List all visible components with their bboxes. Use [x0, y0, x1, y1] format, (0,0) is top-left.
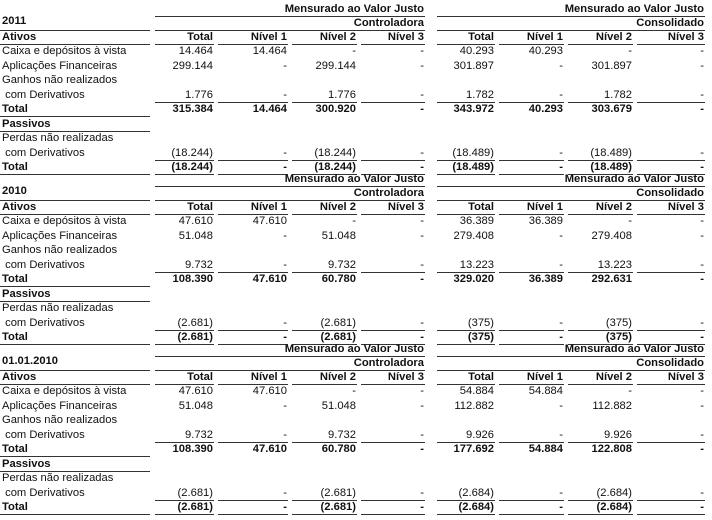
table-cell: - — [283, 501, 287, 513]
group-title-consolidado: Mensurado ao Valor Justo — [564, 343, 704, 355]
cell-underline — [361, 500, 425, 501]
group-title-controladora: Mensurado ao Valor Justo — [284, 343, 424, 355]
table-cell: - — [283, 331, 287, 343]
table-cell: - — [700, 428, 704, 441]
table-cell: (2.681) — [320, 501, 356, 513]
cell-underline — [361, 330, 425, 331]
table-cell: - — [352, 45, 356, 57]
row-label: Caixa e depósitos à vista — [2, 215, 127, 227]
column-header: Nível 2 — [595, 31, 632, 43]
cell-underline — [637, 514, 705, 515]
table-cell: - — [420, 258, 424, 271]
table-cell: - — [700, 45, 704, 57]
row-label: Total — [2, 161, 28, 173]
table-cell: (18.244) — [314, 161, 356, 173]
row-label: Ganhos não realizados — [2, 414, 118, 426]
table-cell: (18.489) — [452, 146, 494, 159]
table-cell: 54.884 — [528, 385, 563, 397]
column-header: Nível 2 — [319, 31, 356, 43]
table-cell: - — [420, 331, 424, 343]
table-cell: - — [283, 88, 287, 101]
column-header: Nível 3 — [387, 201, 424, 213]
table-cell: 303.679 — [591, 103, 632, 115]
row-label: Passivos — [2, 117, 51, 130]
section-year: 2010 — [2, 185, 27, 197]
section-year: 2011 — [2, 15, 27, 27]
table-cell: - — [700, 273, 704, 285]
table-cell: (2.684) — [458, 501, 494, 513]
table-cell: (375) — [467, 331, 494, 343]
table-cell: - — [420, 501, 424, 513]
row-label: Aplicações Financeiras — [2, 59, 118, 72]
table-cell: - — [283, 146, 287, 159]
table-cell: - — [700, 88, 704, 101]
cell-underline — [437, 514, 495, 515]
table-cell: - — [352, 385, 356, 397]
row-label: Ganhos não realizados — [2, 244, 118, 256]
table-cell: 60.780 — [321, 273, 356, 285]
row-label: Passivos — [2, 287, 51, 300]
table-cell: 40.293 — [528, 45, 563, 57]
column-header: Nível 3 — [667, 31, 704, 43]
table-cell: - — [700, 316, 704, 329]
table-cell: 54.884 — [459, 385, 494, 397]
table-cell: 108.390 — [172, 443, 213, 455]
table-cell: (2.681) — [177, 501, 213, 513]
table-cell: - — [700, 258, 704, 271]
header-rule — [292, 44, 357, 45]
table-cell: - — [420, 385, 424, 397]
cell-underline — [218, 500, 288, 501]
fair-value-section — [0, 0, 712, 173]
table-cell: 1.776 — [185, 88, 213, 101]
table-cell: - — [559, 258, 563, 271]
table-cell: (2.684) — [596, 501, 632, 513]
ativos-label: Ativos — [2, 201, 37, 213]
table-cell: 9.732 — [185, 428, 213, 441]
table-cell: - — [700, 443, 704, 455]
table-cell: (2.681) — [320, 316, 356, 329]
table-cell: (375) — [605, 316, 632, 329]
column-header: Total — [187, 201, 213, 213]
column-header: Nível 1 — [526, 201, 563, 213]
table-cell: 329.020 — [453, 273, 494, 285]
table-cell: (375) — [605, 331, 632, 343]
table-cell: - — [700, 59, 704, 72]
row-label: Total — [2, 103, 28, 115]
table-cell: 51.048 — [321, 229, 356, 242]
table-cell: - — [420, 215, 424, 227]
column-header: Nível 1 — [250, 371, 287, 383]
table-cell: 51.048 — [321, 399, 356, 412]
table-cell: - — [283, 161, 287, 173]
table-cell: 60.780 — [321, 443, 356, 455]
table-cell: 13.223 — [459, 258, 494, 271]
group-title-consolidado: Mensurado ao Valor Justo — [564, 3, 704, 15]
column-header: Nível 2 — [595, 371, 632, 383]
table-cell: - — [559, 316, 563, 329]
table-cell: - — [420, 273, 424, 285]
table-cell: - — [559, 59, 563, 72]
table-cell: 36.389 — [528, 215, 563, 227]
table-cell: 14.464 — [252, 45, 287, 57]
table-cell: - — [283, 316, 287, 329]
header-rule — [568, 384, 633, 385]
table-cell: 47.610 — [252, 215, 287, 227]
table-cell: 9.732 — [328, 258, 356, 271]
table-cell: - — [283, 428, 287, 441]
cell-underline — [499, 160, 564, 161]
header-rule — [361, 44, 425, 45]
column-header: Nível 3 — [387, 371, 424, 383]
table-cell: - — [700, 486, 704, 499]
row-label: Aplicações Financeiras — [2, 399, 118, 412]
cell-underline — [361, 514, 425, 515]
table-cell: 47.610 — [178, 385, 213, 397]
row-label: com Derivativos — [2, 258, 85, 271]
table-cell: (18.244) — [171, 146, 213, 159]
table-cell: 299.144 — [315, 59, 356, 72]
cell-underline — [218, 514, 288, 515]
section-year: 01.01.2010 — [2, 355, 58, 367]
cell-underline — [637, 102, 705, 103]
column-header: Total — [468, 201, 494, 213]
table-cell: - — [628, 215, 632, 227]
column-header: Nível 3 — [667, 201, 704, 213]
table-cell: (18.489) — [590, 146, 632, 159]
table-cell: - — [420, 443, 424, 455]
row-label: com Derivativos — [2, 146, 85, 159]
table-cell: - — [700, 161, 704, 173]
header-rule — [637, 384, 705, 385]
cell-underline — [568, 514, 633, 515]
row-label: Perdas não realizadas — [2, 472, 114, 484]
table-cell: 9.926 — [604, 428, 632, 441]
column-header: Nível 1 — [526, 371, 563, 383]
column-header: Nível 1 — [250, 201, 287, 213]
table-cell: - — [420, 428, 424, 441]
cell-underline — [637, 442, 705, 443]
table-cell: (375) — [467, 316, 494, 329]
cell-underline — [637, 330, 705, 331]
entity-controladora: Controladora — [353, 187, 424, 199]
row-label: Caixa e depósitos à vista — [2, 45, 127, 57]
header-rule — [361, 384, 425, 385]
row-label: Ganhos não realizados — [2, 74, 118, 86]
table-cell: - — [700, 399, 704, 412]
table-cell: - — [700, 146, 704, 159]
table-cell: 1.782 — [604, 88, 632, 101]
row-label: Perdas não realizadas — [2, 302, 114, 314]
cell-underline — [637, 272, 705, 273]
table-cell: - — [420, 161, 424, 173]
table-cell: (18.244) — [314, 146, 356, 159]
column-header: Nível 2 — [319, 201, 356, 213]
table-cell: 14.464 — [178, 45, 213, 57]
column-header: Total — [187, 371, 213, 383]
table-cell: - — [628, 45, 632, 57]
header-rule — [568, 214, 633, 215]
cell-underline — [361, 272, 425, 273]
table-cell: 9.732 — [185, 258, 213, 271]
table-cell: - — [283, 258, 287, 271]
table-cell: 51.048 — [178, 399, 213, 412]
table-cell: 300.920 — [315, 103, 356, 115]
column-header: Nível 2 — [595, 201, 632, 213]
table-cell: 54.884 — [528, 443, 563, 455]
column-header: Total — [468, 371, 494, 383]
table-cell: - — [628, 385, 632, 397]
row-label: Total — [2, 331, 28, 343]
column-header: Nível 1 — [250, 31, 287, 43]
column-header: Nível 2 — [319, 371, 356, 383]
table-cell: - — [700, 501, 704, 513]
table-cell: - — [420, 59, 424, 72]
cell-underline — [361, 442, 425, 443]
table-cell: - — [420, 45, 424, 57]
table-cell: - — [283, 486, 287, 499]
table-cell: - — [559, 399, 563, 412]
row-label: Aplicações Financeiras — [2, 229, 118, 242]
table-cell: - — [420, 229, 424, 242]
row-label: com Derivativos — [2, 428, 85, 441]
entity-controladora: Controladora — [353, 357, 424, 369]
table-cell: - — [700, 385, 704, 397]
table-cell: 9.732 — [328, 428, 356, 441]
table-cell: 112.882 — [454, 399, 494, 412]
cell-underline — [361, 102, 425, 103]
table-cell: 47.610 — [178, 215, 213, 227]
table-cell: (18.244) — [171, 161, 213, 173]
table-cell: - — [283, 399, 287, 412]
column-header: Total — [187, 31, 213, 43]
entity-controladora: Controladora — [353, 17, 424, 29]
row-label: Passivos — [2, 457, 51, 470]
table-cell: 51.048 — [178, 229, 213, 242]
table-cell: - — [559, 229, 563, 242]
table-cell: (18.489) — [590, 161, 632, 173]
column-header: Nível 3 — [387, 31, 424, 43]
cell-underline — [499, 500, 564, 501]
table-cell: (18.489) — [452, 161, 494, 173]
table-cell: 36.389 — [459, 215, 494, 227]
cell-underline — [637, 160, 705, 161]
table-cell: 122.808 — [591, 443, 632, 455]
cell-underline — [637, 500, 705, 501]
table-cell: - — [559, 486, 563, 499]
table-cell: 1.782 — [466, 88, 494, 101]
table-cell: - — [559, 88, 563, 101]
header-rule — [292, 384, 357, 385]
table-cell: 299.144 — [172, 59, 213, 72]
table-cell: 108.390 — [172, 273, 213, 285]
table-cell: - — [700, 331, 704, 343]
table-cell: (2.681) — [177, 331, 213, 343]
row-label: Perdas não realizadas — [2, 132, 114, 144]
table-cell: 292.631 — [591, 273, 632, 285]
row-label: Caixa e depósitos à vista — [2, 385, 127, 397]
table-cell: - — [700, 103, 704, 115]
row-label: com Derivativos — [2, 316, 85, 329]
table-cell: - — [559, 161, 563, 173]
table-cell: 301.897 — [453, 59, 494, 72]
table-cell: - — [559, 146, 563, 159]
row-label: Total — [2, 501, 28, 513]
table-cell: 301.897 — [591, 59, 632, 72]
table-cell: - — [420, 486, 424, 499]
table-cell: 112.882 — [592, 399, 632, 412]
fair-value-section — [0, 340, 712, 513]
cell-underline — [155, 514, 214, 515]
table-cell: (2.681) — [320, 486, 356, 499]
table-cell: - — [283, 229, 287, 242]
table-cell: - — [700, 215, 704, 227]
column-header: Nível 3 — [667, 371, 704, 383]
header-rule — [637, 44, 705, 45]
row-label: Total — [2, 273, 28, 285]
cell-underline — [292, 514, 357, 515]
table-cell: - — [420, 316, 424, 329]
table-cell: 14.464 — [252, 103, 287, 115]
table-cell: 40.293 — [459, 45, 494, 57]
group-title-controladora: Mensurado ao Valor Justo — [284, 173, 424, 185]
table-cell: 315.384 — [172, 103, 213, 115]
cell-underline — [499, 514, 564, 515]
table-cell: - — [559, 331, 563, 343]
row-label: com Derivativos — [2, 486, 85, 499]
table-cell: 13.223 — [597, 258, 632, 271]
column-header: Nível 1 — [526, 31, 563, 43]
fair-value-section — [0, 170, 712, 343]
total-rule — [0, 514, 150, 515]
group-title-controladora: Mensurado ao Valor Justo — [284, 3, 424, 15]
header-rule — [637, 214, 705, 215]
table-cell: - — [559, 428, 563, 441]
table-cell: 343.972 — [453, 103, 494, 115]
entity-consolidado: Consolidado — [636, 187, 704, 199]
table-cell: 279.408 — [591, 229, 632, 242]
header-rule — [568, 44, 633, 45]
cell-underline — [218, 160, 288, 161]
header-rule — [292, 214, 357, 215]
table-cell: 36.389 — [528, 273, 563, 285]
table-cell: 177.692 — [453, 443, 494, 455]
table-cell: - — [559, 501, 563, 513]
header-rule — [361, 214, 425, 215]
table-cell: 47.610 — [252, 443, 287, 455]
group-title-consolidado: Mensurado ao Valor Justo — [564, 173, 704, 185]
entity-consolidado: Consolidado — [636, 17, 704, 29]
table-cell: - — [283, 59, 287, 72]
column-header: Total — [468, 31, 494, 43]
table-cell: (2.684) — [596, 486, 632, 499]
table-cell: 9.926 — [466, 428, 494, 441]
table-cell: - — [420, 399, 424, 412]
table-cell: (2.684) — [458, 486, 494, 499]
table-cell: - — [420, 88, 424, 101]
entity-consolidado: Consolidado — [636, 357, 704, 369]
table-cell: - — [420, 146, 424, 159]
table-cell: (2.681) — [177, 486, 213, 499]
table-cell: (2.681) — [320, 331, 356, 343]
cell-underline — [218, 330, 288, 331]
table-cell: (2.681) — [177, 316, 213, 329]
table-cell: - — [420, 103, 424, 115]
table-cell: - — [700, 229, 704, 242]
table-cell: 47.610 — [252, 385, 287, 397]
row-label: Total — [2, 443, 28, 455]
table-cell: 1.776 — [328, 88, 356, 101]
ativos-label: Ativos — [2, 371, 37, 383]
cell-underline — [361, 160, 425, 161]
row-label: com Derivativos — [2, 88, 85, 101]
ativos-label: Ativos — [2, 31, 37, 43]
table-cell: 47.610 — [252, 273, 287, 285]
table-cell: 279.408 — [453, 229, 494, 242]
table-cell: - — [352, 215, 356, 227]
table-cell: 40.293 — [528, 103, 563, 115]
cell-underline — [499, 330, 564, 331]
